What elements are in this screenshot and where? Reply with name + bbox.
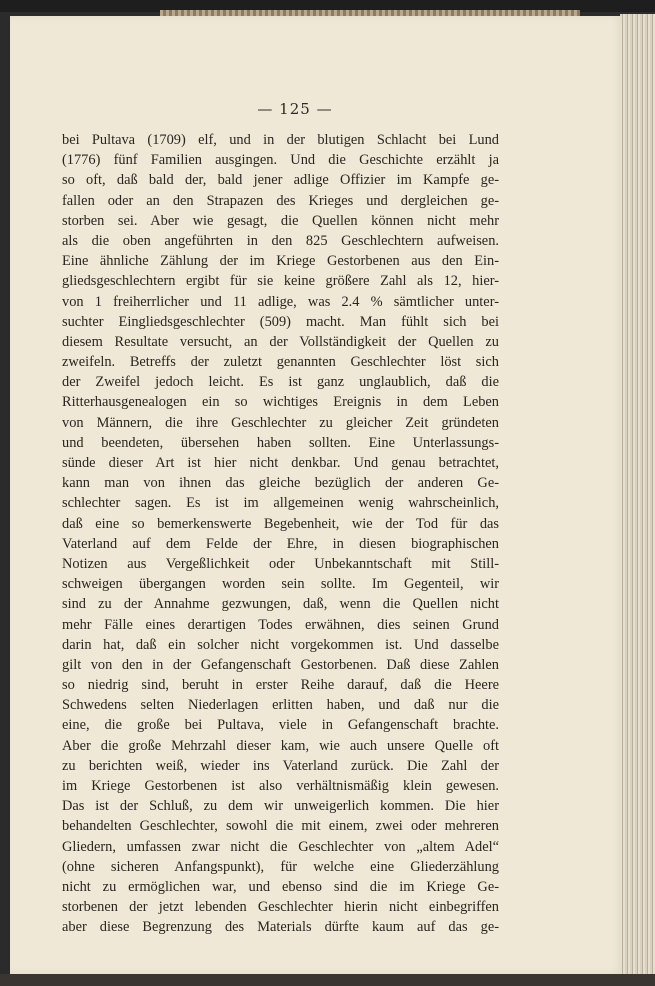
text-line: Gliedern, umfassen zwar nicht die Geschlechter von „altem Adel“ <box>62 838 499 855</box>
text-line: als die oben angeführten in den 825 Geschlechtern aufweisen. <box>62 232 499 249</box>
text-line: Eine ähnliche Zählung der im Kriege Gestorbenen aus den Ein- <box>62 253 499 270</box>
text-line: mehr Fälle eines derartigen Todes erwähnen, dies seinen Grund <box>62 616 499 633</box>
text-line: diesem Resultate versucht, an der Vollständigkeit der Quellen zu <box>62 333 499 350</box>
text-line: gliedsgeschlechtern ergibt für sie keine größere Zahl als 12, hier- <box>62 273 499 290</box>
text-line: (1776) fünf Familien ausgingen. Und die Geschichte erzählt ja <box>62 152 499 169</box>
text-line: im Kriege Gestorbenen ist also verhältnismäßig klein gewesen. <box>62 778 499 794</box>
text-line: zweifeln. Betreffs der zuletzt genannten Geschlechter löst sich <box>62 354 499 371</box>
text-line: daß eine so bemerkenswerte Begebenheit, wie der Tod für das <box>62 515 499 532</box>
text-line: gilt von den in der Gefangenschaft Gestorbenen. Daß diese Zahlen <box>62 656 499 673</box>
text-line: sünde dieser Art ist hier nicht denkbar. Und genau betrachtet, <box>62 455 499 471</box>
text-line: so niedrig sind, beruht in erster Reihe darauf, daß die Heere <box>62 677 499 694</box>
text-line: behandelten Geschlechter, sowohl die mit einem, zwei oder mehreren <box>62 818 499 835</box>
text-line: storben sei. Aber wie gesagt, die Quellen können nicht mehr <box>62 212 499 229</box>
text-line: kann man von ihnen das gleiche bezüglich der anderen Ge- <box>62 475 499 492</box>
text-line: suchter Eingliedsgeschlechter (509) macht. Man fühlt sich bei <box>62 313 499 330</box>
body-text <box>62 130 499 938</box>
text-line: so oft, daß bald der, bald jener adlige Offizier im Kampfe ge- <box>62 172 499 189</box>
text-line: Ritterhausgenealogen ein so wichtiges Ereignis in dem Leben <box>62 394 499 411</box>
text-line: und beendeten, übersehen haben sollten. Eine Unterlassungs- <box>62 434 499 451</box>
text-line: von 1 freiherrlicher und 11 adlige, was 2.4 % sämtlicher unter- <box>62 293 499 310</box>
text-line: von Männern, die ihre Geschlechter zu gleicher Zeit gründeten <box>62 414 499 431</box>
text-line: nicht zu ermöglichen war, und ebenso sind die im Kriege Ge- <box>62 878 499 895</box>
text-line: schlechter sagen. Es ist im allgemeinen wenig wahrscheinlich, <box>62 495 499 512</box>
text-line: eine, die große bei Pultava, viele in Gefangenschaft brachte. <box>62 717 499 734</box>
text-line: zu berichten weiß, wieder ins Vaterland zurück. Die Zahl der <box>62 757 499 774</box>
text-line: bei Pultava (1709) elf, und in der blutigen Schlacht bei Lund <box>62 132 499 148</box>
text-line: Vaterland auf dem Felde der Ehre, in diesen biographischen <box>62 535 499 552</box>
text-line: Das ist der Schluß, zu dem wir unweigerlich kommen. Die hier <box>62 798 499 815</box>
text-line: schweigen übergangen worden sein sollte. Im Gegenteil, wir <box>62 576 499 593</box>
text-line: aber diese Begrenzung des Materials dürfte kaum auf das ge- <box>62 919 499 936</box>
text-line: Schwedens selten Niederlagen erlitten haben, und daß nur die <box>62 697 499 714</box>
text-line: der Zweifel jedoch leicht. Es ist ganz unglaublich, daß die <box>62 374 499 391</box>
text-line: fallen oder an den Strapazen des Krieges und dergleichen ge- <box>62 192 499 209</box>
text-line: Notizen aus Vergeßlichkeit oder Unbekanntschaft mit Still- <box>62 555 499 572</box>
text-line: darin hat, daß ein solcher nicht vorgekommen ist. Und dasselbe <box>62 636 499 653</box>
page-number: — 125 — <box>257 100 333 118</box>
text-line: (ohne sicheren Anfangspunkt), für welche eine Gliederzählung <box>62 858 499 875</box>
text-line: sind zu der Annahme gezwungen, daß, wenn die Quellen nicht <box>62 596 499 613</box>
text-line: storbenen der jetzt lebenden Geschlechter hierin nicht einbegriffen <box>62 899 499 916</box>
page-stack-edge <box>620 14 655 974</box>
text-line: Aber die große Mehrzahl dieser kam, wie auch unsere Quelle oft <box>62 737 499 754</box>
scan-bottom-border <box>0 974 655 986</box>
